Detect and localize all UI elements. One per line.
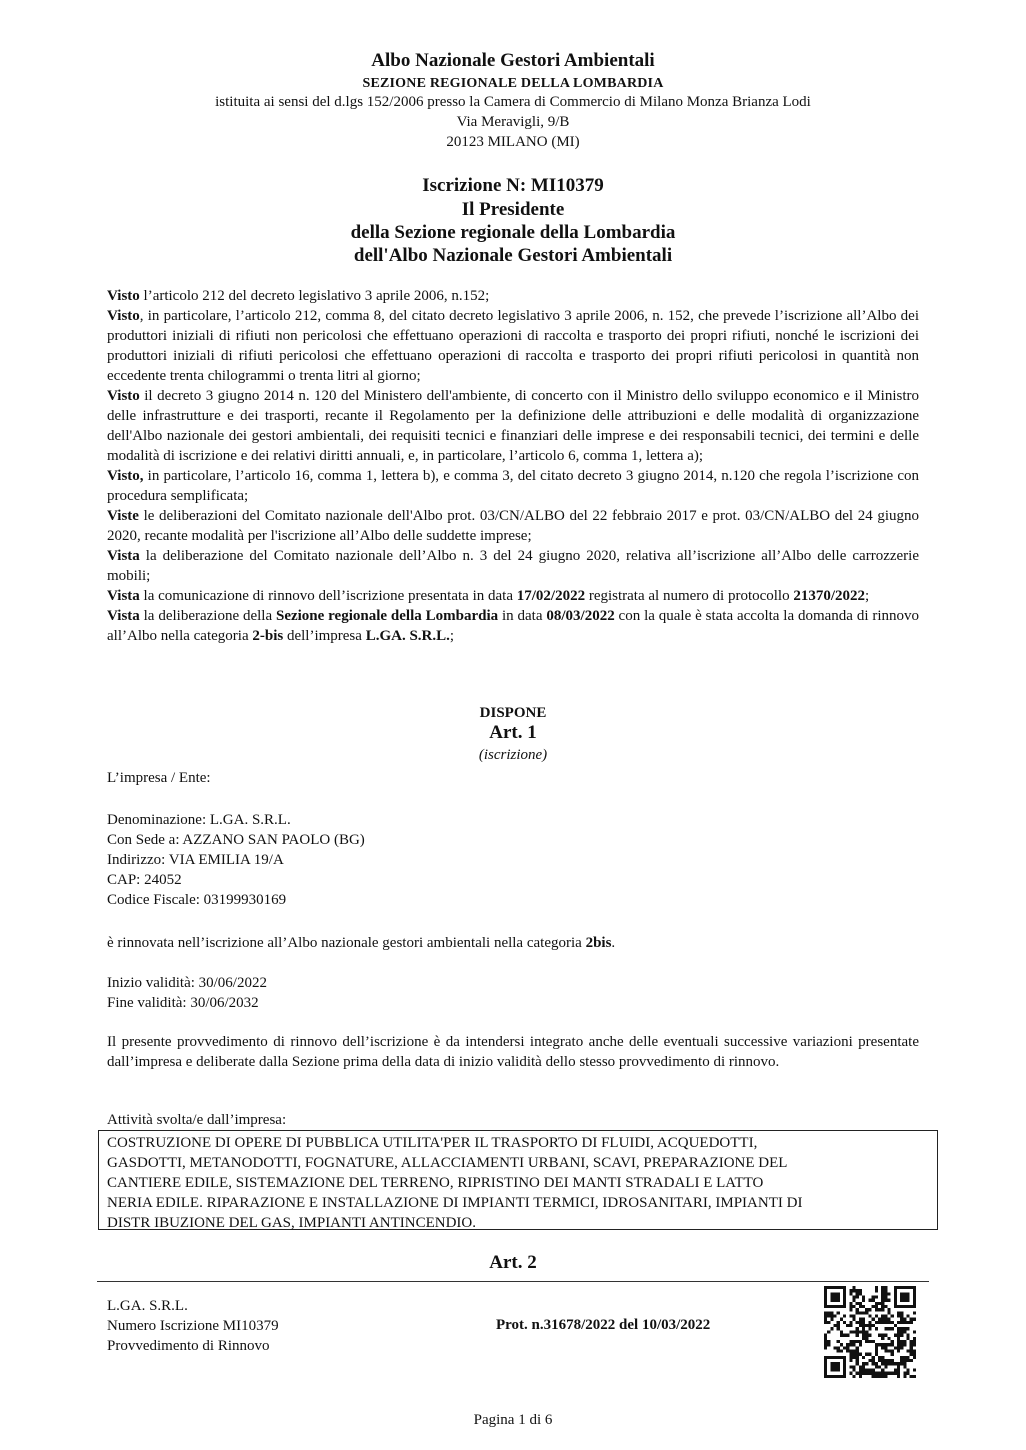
activities-line: GASDOTTI, METANODOTTI, FOGNATURE, ALLACCIAMENTI URBANI, SCAVI, PREPARAZIONE DEL [107, 1155, 788, 1171]
renewal-statement: è rinnovata nell’iscrizione all’Albo nazionale gestori ambientali nella categoria 2bis. [107, 935, 616, 951]
dispone-heading: DISPONE [479, 705, 547, 721]
registration-number: Iscrizione N: MI10379 [422, 175, 604, 196]
art1-intro: L’impresa / Ente: [107, 770, 211, 786]
company-sede: Con Sede a: AZZANO SAN PAOLO (BG) [107, 832, 365, 848]
company-codice-fiscale: Codice Fiscale: 03199930169 [107, 892, 287, 908]
header-city: 20123 MILANO (MI) [446, 134, 580, 150]
company-cap: CAP: 24052 [107, 872, 182, 888]
footer-divider [97, 1281, 929, 1282]
company-indirizzo: Indirizzo: VIA EMILIA 19/A [107, 852, 284, 868]
preamble-para-5: Viste le deliberazioni del Comitato nazionale dell'Albo prot. 03/CN/ALBO del 22 febbraio 2017 e prot. 03/CN/ALBO del 24 giugno 2020, recante modalità per l'iscrizione all’Albo delle suddette imprese; [107, 508, 919, 544]
header-section: SEZIONE REGIONALE DELLA LOMBARDIA [362, 76, 664, 91]
activities-label: Attività svolta/e dall’impresa: [107, 1112, 287, 1128]
footer-numero: Numero Iscrizione MI10379 [107, 1318, 279, 1334]
preamble-para-2: Visto, in particolare, l’articolo 212, comma 8, del citato decreto legislativo 3 aprile 2006, n. 152, che prevede l’iscrizione all’Albo dei produttori iniziali di rifiuti non pericolosi che effettuano operazioni di raccolta e trasporto dei propri rifiuti, nonché le iscrizioni dei produttori iniziali di rifiuti pericolosi che effettuano operazioni di raccolta e trasporto dei propri rifiuti pericolosi in quantità non eccedente trenta chilogrammi o trenta litri al giorno; [107, 308, 919, 384]
title-section: della Sezione regionale della Lombardia [350, 222, 676, 243]
preamble-para-1: Visto l’articolo 212 del decreto legislativo 3 aprile 2006, n.152; [107, 288, 490, 304]
title-president: Il Presidente [461, 199, 565, 220]
activities-line: NERIA EDILE. RIPARAZIONE E INSTALLAZIONE DI IMPIANTI TERMICI, IDROSANITARI, IMPIANTI DI [107, 1195, 803, 1211]
validity-start: Inizio validità: 30/06/2022 [107, 975, 267, 991]
header-established: istituita ai sensi del d.lgs 152/2006 presso la Camera di Commercio di Milano Monza Brianza Lodi [215, 94, 811, 110]
footer-info [107, 1296, 279, 1356]
footer-company: L.GA. S.R.L. [107, 1298, 188, 1314]
preamble-para-8: Vista la deliberazione della Sezione regionale della Lombardia in data 08/03/2022 con la quale è stata accolta la domanda di rinnovo all’Albo nella categoria 2-bis dell’impresa L.GA. S.R.L.; [107, 608, 920, 644]
title-albo: dell'Albo Nazionale Gestori Ambientali [353, 245, 673, 266]
art2-title: Art. 2 [489, 1252, 537, 1273]
company-denominazione: Denominazione: L.GA. S.R.L. [107, 812, 291, 828]
activities-line: COSTRUZIONE DI OPERE DI PUBBLICA UTILITA'PER IL TRASPORTO DI FLUIDI, ACQUEDOTTI, [107, 1135, 758, 1151]
art1-subtitle: (iscrizione) [478, 747, 548, 763]
header-street: Via Meravigli, 9/B [456, 114, 570, 130]
footer-provvedimento: Provvedimento di Rinnovo [107, 1338, 270, 1354]
preamble-para-6: Vista la deliberazione del Comitato nazionale dell’Albo n. 3 del 24 giugno 2020, relativa all’iscrizione all’Albo delle carrozzerie mobili; [107, 548, 919, 584]
qr-code-icon [824, 1286, 916, 1378]
preamble-para-3: Visto il decreto 3 giugno 2014 n. 120 del Ministero dell'ambiente, di concerto con il Ministro dello sviluppo economico e il Ministro delle infrastrutture e dei trasporti, recante il Regolamento per la definizione delle attribuzioni e delle modalità di organizzazione dell'Albo nazionale dei gestori ambientali, dei requisiti tecnici e finanziari delle imprese e dei responsabili tecnici, dei termini e delle modalità di iscrizione e dei relativi diritti annuali, e, in particolare, l’articolo 6, comma 1, lettera a); [107, 388, 919, 464]
renewal-note: Il presente provvedimento di rinnovo dell’iscrizione è da intendersi integrato anche delle eventuali successive variazioni presentate dall’impresa e deliberate dalla Sezione prima della data di inizio validità dello stesso provvedimento di rinnovo. [107, 1034, 919, 1070]
preamble [107, 286, 919, 646]
activities-line: CANTIERE EDILE, SISTEMAZIONE DEL TERRENO, RIPRISTINO DEI MANTI STRADALI E LATTO [107, 1175, 764, 1191]
header-org: Albo Nazionale Gestori Ambientali [371, 50, 655, 71]
page-number: Pagina 1 di 6 [473, 1412, 553, 1428]
preamble-para-4: Visto, in particolare, l’articolo 16, comma 1, lettera b), e comma 3, del citato decreto 3 giugno 2014, n.120 che regola l’iscrizione con procedura semplificata; [107, 468, 919, 504]
activities-line: DISTR IBUZIONE DEL GAS, IMPIANTI ANTINCENDIO. [107, 1215, 476, 1231]
art1-title: Art. 1 [489, 722, 537, 743]
activities-box [98, 1130, 938, 1230]
validity-end: Fine validità: 30/06/2032 [107, 995, 259, 1011]
preamble-para-7: Vista la comunicazione di rinnovo dell’iscrizione presentata in data 17/02/2022 registrata al numero di protocollo 21370/2022; [107, 588, 870, 604]
protocol-number: Prot. n.31678/2022 del 10/03/2022 [496, 1317, 711, 1333]
